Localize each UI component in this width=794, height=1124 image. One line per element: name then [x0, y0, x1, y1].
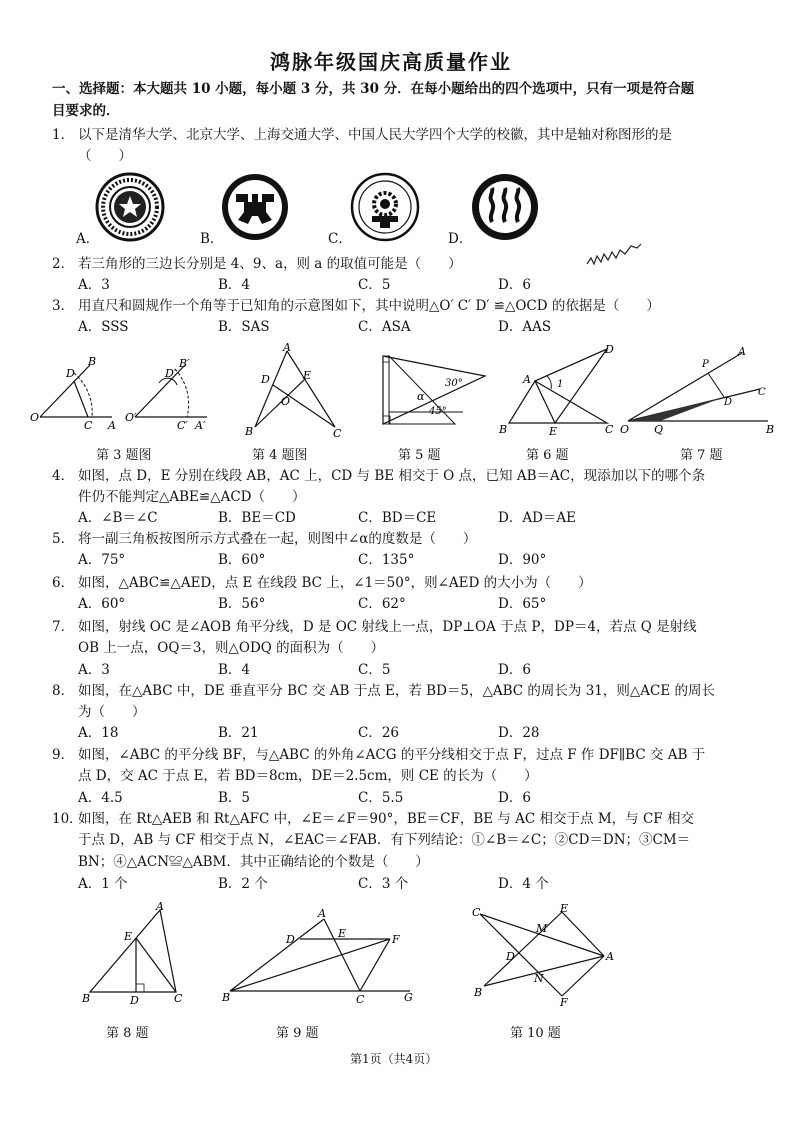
- q9-option-a: A．4.5: [78, 790, 123, 806]
- section-header-line1: 一、选择题：本大题共 10 小题，每小题 3 分，共 30 分．在每小题给出的四个选项中，只有一项是符合题: [52, 81, 695, 97]
- figure-q9: [220, 905, 420, 1005]
- sjtu-emblem-icon: [350, 172, 420, 242]
- q8-option-a: A．18: [78, 725, 119, 741]
- f8-label: C: [174, 992, 183, 1005]
- f4-label: C: [333, 427, 342, 440]
- f5-label: 45°: [429, 406, 447, 417]
- q4-option-d: D．AD＝AE: [498, 510, 577, 526]
- q3-option-b: B．SAS: [218, 319, 270, 335]
- f3a-label: D: [66, 367, 75, 380]
- f7-label: C: [758, 387, 766, 398]
- figure-q8: [80, 902, 190, 1007]
- q3-option-a: A．SSS: [78, 319, 129, 335]
- q5-option-b: B．60°: [218, 552, 266, 568]
- f3b-label: D′: [165, 367, 177, 380]
- f6-label: D: [605, 343, 614, 356]
- f9-label: A: [318, 907, 326, 920]
- f6-label: A: [523, 373, 531, 386]
- f4-label: O: [281, 395, 291, 408]
- f10-label: N: [534, 972, 544, 985]
- q9-number: 9．: [52, 747, 75, 763]
- f5-label: α: [417, 390, 425, 403]
- q10-text-line2: 于点 D，AB 与 CF 相交于点 N，∠EAC＝∠FAB．有下列结论：①∠B＝∠C；②CD＝DN；③CM＝: [78, 832, 691, 848]
- f10-label: M: [536, 922, 548, 935]
- q4-text-line1: 如图，点 D，E 分别在线段 AB，AC 上，CD 与 BE 相交于 O 点，已知 AB＝AC，现添加以下的哪个条: [78, 468, 706, 484]
- q3-number: 3．: [52, 298, 75, 314]
- f4-label: D: [261, 373, 270, 386]
- q9-option-c: C．5.5: [358, 790, 404, 806]
- f10-label: A: [606, 950, 614, 963]
- f7-label: D: [724, 397, 733, 408]
- q1-number: 1．: [52, 127, 75, 143]
- q9-text-line1: 如图，∠ABC 的平分线 BF，与△ABC 的外角∠ACG 的平分线相交于点 F，过点 F 作 DF∥BC 交 AB 于: [78, 747, 706, 763]
- f3a-label: B: [88, 355, 97, 368]
- q6-option-b: B．56°: [218, 596, 266, 612]
- f9-label: E: [338, 927, 347, 940]
- f4-label: E: [303, 369, 312, 382]
- q7-text-line2: OB 上一点，OQ＝3，则△ODQ 的面积为（ ）: [78, 640, 385, 656]
- caption-q9: 第 9 题: [276, 1026, 319, 1041]
- q2-text: 若三角形的三边长分别是 4、9、a，则 a 的取值可能是（ ）: [78, 256, 462, 272]
- q5-text: 将一副三角板按图所示方式叠在一起，则图中∠α的度数是（ ）: [78, 531, 477, 547]
- f9-label: B: [222, 991, 231, 1004]
- q10-text-line3: BN；④△ACN≌△ABM．其中正确结论的个数是（ ）: [78, 854, 429, 870]
- caption-q4: 第 4 题图: [252, 448, 308, 463]
- q3-text: 用直尺和圆规作一个角等于已知角的示意图如下，其中说明△O′ C′ D′ ≌△OCD 的依据是（ ）: [78, 298, 660, 314]
- q4-option-a: A．∠B＝∠C: [78, 510, 158, 526]
- q3-option-d: D．AAS: [498, 319, 552, 335]
- f9-label: F: [392, 933, 400, 946]
- q10-text-line1: 如图，在 Rt△AEB 和 Rt△AFC 中，∠E＝∠F＝90°，BE＝CF，BE 与 AC 相交于点 M，与 CF 相交: [78, 811, 694, 827]
- caption-q10: 第 10 题: [510, 1026, 561, 1041]
- q10-option-b: B．2 个: [218, 876, 268, 892]
- q8-option-d: D．28: [498, 725, 540, 741]
- figure-q3-original: [30, 355, 120, 430]
- f9-label: G: [404, 991, 413, 1004]
- caption-q7: 第 7 题: [680, 448, 723, 463]
- q5-option-a: A．75°: [78, 552, 126, 568]
- q8-option-b: B．21: [218, 725, 259, 741]
- f7-label: B: [766, 423, 775, 436]
- q3-option-c: C．ASA: [358, 319, 411, 335]
- page-footer: 第1页（共4页）: [350, 1052, 438, 1066]
- q6-text: 如图，△ABC≌△AED，点 E 在线段 BC 上，∠1＝50°，则∠AED 的大小为（ ）: [78, 575, 592, 591]
- figure-q5: [375, 352, 490, 432]
- q7-option-d: D．6: [498, 662, 531, 678]
- figure-q10: [468, 902, 628, 1007]
- f3a-label: C: [84, 419, 93, 432]
- q1-option-c: C．: [328, 231, 352, 247]
- renmin-emblem-icon: [470, 172, 540, 242]
- f5-label: 30°: [445, 378, 463, 389]
- page-title: 鸿脉年级国庆高质量作业: [270, 50, 512, 74]
- section-header-line2: 目要求的．: [52, 103, 120, 119]
- figure-q4: [245, 341, 350, 440]
- f3a-label: A: [108, 419, 116, 432]
- tsinghua-emblem-icon: [95, 172, 165, 242]
- f10-label: E: [560, 902, 569, 915]
- f8-label: D: [130, 994, 139, 1007]
- caption-q8: 第 8 题: [106, 1026, 149, 1041]
- f7-label: O: [620, 423, 630, 436]
- q7-option-c: C．5: [358, 662, 391, 678]
- q8-text-line2: 为（ ）: [78, 704, 146, 720]
- q9-text-line2: 点 D，交 AC 于点 E，若 BD＝8cm，DE＝2.5cm，则 CE 的长为（ ）: [78, 768, 538, 784]
- f3b-label: C′: [177, 419, 188, 432]
- q2-option-b: B．4: [218, 277, 251, 293]
- q1-option-b: B．: [200, 231, 224, 247]
- f10-label: B: [474, 986, 483, 999]
- f9-label: D: [286, 933, 295, 946]
- q8-text-line1: 如图，在△ABC 中，DE 垂直平分 BC 交 AB 于点 E，若 BD＝5，△ABC 的周长为 31，则△ACE 的周长: [78, 683, 715, 699]
- q10-option-c: C．3 个: [358, 876, 409, 892]
- q4-option-c: C．BD＝CE: [358, 510, 437, 526]
- q4-number: 4．: [52, 468, 75, 484]
- f4-label: A: [283, 341, 291, 354]
- q8-number: 8．: [52, 683, 75, 699]
- f8-label: E: [124, 930, 133, 943]
- f9-label: C: [356, 993, 365, 1006]
- f7-label: A: [738, 345, 746, 358]
- q2-option-c: C．5: [358, 277, 391, 293]
- caption-q6: 第 6 题: [526, 448, 569, 463]
- f6-label: 1: [557, 379, 564, 390]
- q6-number: 6．: [52, 575, 75, 591]
- q9-option-d: D．6: [498, 790, 531, 806]
- q5-number: 5．: [52, 531, 75, 547]
- f3b-label: A′: [195, 419, 206, 432]
- q1-option-d: D．: [448, 231, 473, 247]
- q2-option-d: D．6: [498, 277, 531, 293]
- figure-q7: [620, 345, 780, 435]
- q7-option-b: B．4: [218, 662, 251, 678]
- peking-emblem-icon: [220, 172, 290, 242]
- q1-text-line2: （ ）: [78, 148, 132, 164]
- q7-option-a: A．3: [78, 662, 110, 678]
- q5-option-d: D．90°: [498, 552, 547, 568]
- f3a-label: O: [30, 411, 40, 424]
- q5-option-c: C．135°: [358, 552, 415, 568]
- f4-label: B: [245, 425, 254, 438]
- q8-option-c: C．26: [358, 725, 400, 741]
- pen-scribble-icon: [585, 240, 645, 270]
- q10-option-d: D．4 个: [498, 876, 549, 892]
- q4-text-line2: 件仍不能判定△ABE≌△ACD（ ）: [78, 489, 306, 505]
- f6-label: C: [605, 423, 614, 436]
- f6-label: B: [499, 423, 508, 436]
- q9-option-b: B．5: [218, 790, 251, 806]
- q1-option-a: A．: [76, 231, 100, 247]
- f6-label: E: [549, 425, 558, 438]
- f3b-label: O′: [125, 411, 137, 424]
- f10-label: F: [560, 996, 568, 1009]
- q6-option-a: A．60°: [78, 596, 126, 612]
- f10-label: C: [472, 906, 481, 919]
- f8-label: A: [156, 900, 164, 913]
- q7-text-line1: 如图，射线 OC 是∠AOB 角平分线，D 是 OC 射线上一点，DP⊥OA 于点 P，DP＝4，若点 Q 是射线: [78, 619, 697, 635]
- q4-option-b: B．BE＝CD: [218, 510, 296, 526]
- caption-q5: 第 5 题: [398, 448, 441, 463]
- caption-q3: 第 3 题图: [96, 448, 152, 463]
- q2-number: 2．: [52, 256, 75, 272]
- f7-label: P: [702, 359, 709, 370]
- figure-q3-copy: [125, 355, 215, 430]
- q2-option-a: A．3: [78, 277, 110, 293]
- f8-label: B: [82, 992, 91, 1005]
- q10-option-a: A．1 个: [78, 876, 128, 892]
- q6-option-d: D．65°: [498, 596, 547, 612]
- f7-label: Q: [654, 423, 664, 436]
- q10-number: 10．: [52, 811, 83, 827]
- q6-option-c: C．62°: [358, 596, 406, 612]
- q7-number: 7．: [52, 619, 75, 635]
- f3b-label: B′: [179, 357, 190, 370]
- q1-text-line1: 以下是清华大学、北京大学、上海交通大学、中国人民大学四个大学的校徽，其中是轴对称图形的是: [78, 127, 672, 143]
- figure-q6: [495, 343, 620, 438]
- f10-label: D: [506, 950, 515, 963]
